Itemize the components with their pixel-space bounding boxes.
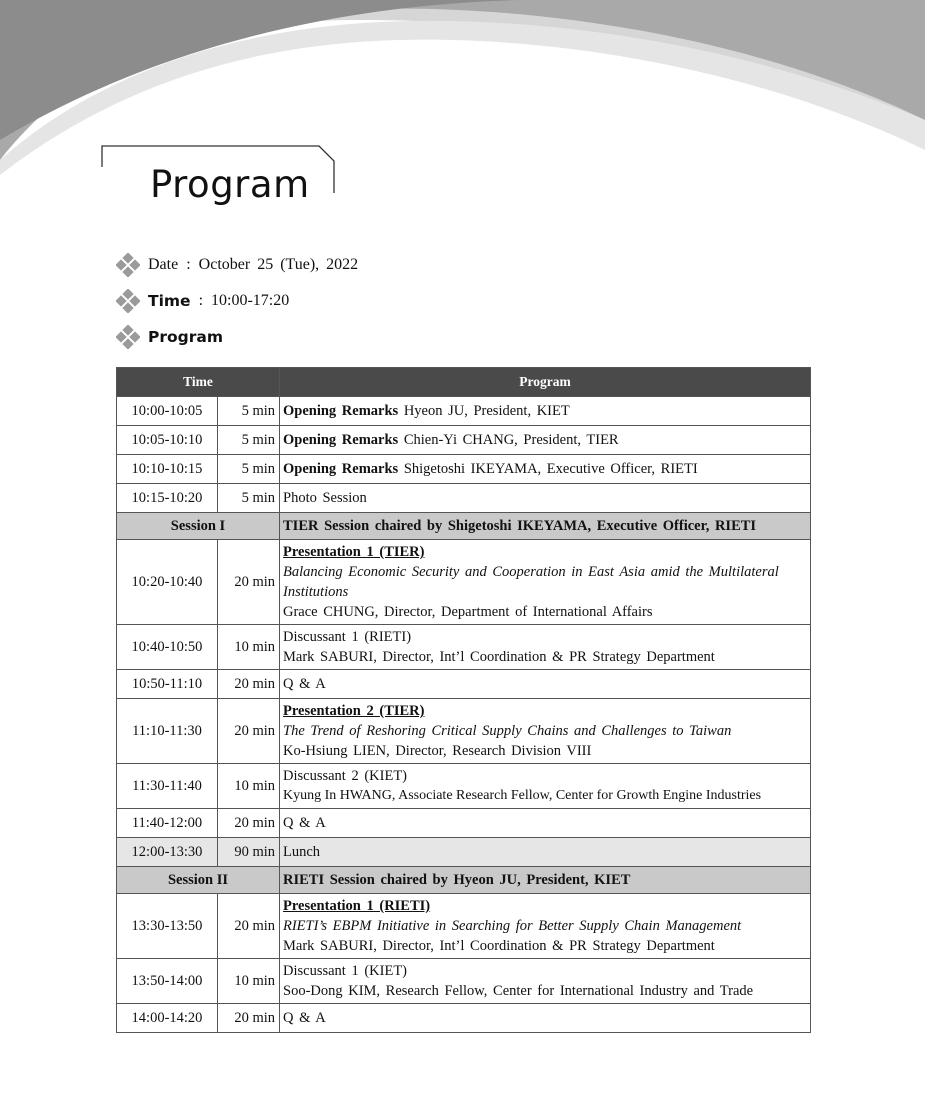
speaker-text: Hyeon JU, President, KIET	[398, 403, 570, 419]
date-label: Date	[148, 256, 179, 273]
cell-duration: 20 min	[218, 699, 280, 764]
cell-time: 10:20-10:40	[117, 540, 218, 625]
session-title: RIETI Session chaired by Hyeon JU, President, KIET	[280, 867, 811, 894]
table-row	[117, 894, 811, 959]
cell-duration: 90 min	[218, 838, 280, 867]
cell-program: Q & A	[280, 809, 811, 838]
cell-program	[280, 764, 811, 809]
discussant-name: Kyung In HWANG, Associate Research Fellow, Center for Growth Engine Industries	[283, 788, 762, 803]
opening-remarks-label: Opening Remarks	[283, 432, 399, 448]
presentation-title: RIETI’s EBPM Initiative in Searching for Better Supply Chain Management	[283, 918, 742, 934]
cell-duration: 20 min	[218, 894, 280, 959]
cell-program	[280, 625, 811, 670]
info-date	[116, 253, 358, 277]
discussant-label: Discussant 2 (KIET)	[283, 768, 408, 784]
cell-duration: 20 min	[218, 670, 280, 699]
page-title: Program	[150, 163, 310, 206]
table-row	[117, 959, 811, 1004]
cell-time: 13:50-14:00	[117, 959, 218, 1004]
table-row	[117, 764, 811, 809]
lunch-row	[117, 838, 811, 867]
cell-time: 10:10-10:15	[117, 455, 218, 484]
table-row	[117, 1004, 811, 1033]
cell-program: Lunch	[280, 838, 811, 867]
cell-time: 11:30-11:40	[117, 764, 218, 809]
discussant-name: Soo-Dong KIM, Research Fellow, Center for International Industry and Trade	[283, 983, 754, 999]
date-separator: :	[186, 256, 191, 273]
table-row	[117, 484, 811, 513]
presenter: Mark SABURI, Director, Int’l Coordination & PR Strategy Department	[283, 938, 715, 954]
session-title: TIER Session chaired by Shigetoshi IKEYAMA, Executive Officer, RIETI	[280, 513, 811, 540]
cell-duration: 20 min	[218, 540, 280, 625]
table-row	[117, 670, 811, 699]
cell-time: 10:50-11:10	[117, 670, 218, 699]
session-row	[117, 867, 811, 894]
header-program: Program	[280, 368, 811, 397]
table-row	[117, 625, 811, 670]
cell-time: 12:00-13:30	[117, 838, 218, 867]
cell-time: 10:00-10:05	[117, 397, 218, 426]
speaker-text: Chien-Yi CHANG, President, TIER	[398, 432, 619, 448]
cell-duration: 5 min	[218, 397, 280, 426]
table-row	[117, 699, 811, 764]
speaker-text: Shigetoshi IKEYAMA, Executive Officer, RIETI	[398, 461, 698, 477]
cell-program	[280, 699, 811, 764]
cell-time: 10:15-10:20	[117, 484, 218, 513]
cell-duration: 20 min	[218, 809, 280, 838]
info-program	[116, 325, 223, 349]
cell-program: Q & A	[280, 670, 811, 699]
info-time	[116, 289, 289, 313]
cell-program	[280, 540, 811, 625]
cell-time: 14:00-14:20	[117, 1004, 218, 1033]
cell-duration: 10 min	[218, 959, 280, 1004]
time-label: Time	[148, 292, 191, 310]
table-row	[117, 455, 811, 484]
cell-program: Q & A	[280, 1004, 811, 1033]
session-label: Session I	[117, 513, 280, 540]
table-row	[117, 397, 811, 426]
discussant-label: Discussant 1 (KIET)	[283, 963, 408, 979]
diamond-bullet-icon	[116, 289, 140, 313]
cell-duration: 5 min	[218, 484, 280, 513]
cell-time: 11:10-11:30	[117, 699, 218, 764]
cell-duration: 20 min	[218, 1004, 280, 1033]
cell-time: 13:30-13:50	[117, 894, 218, 959]
cell-program	[280, 426, 811, 455]
cell-duration: 5 min	[218, 455, 280, 484]
discussant-label: Discussant 1 (RIETI)	[283, 629, 412, 645]
presenter: Grace CHUNG, Director, Department of International Affairs	[283, 604, 653, 620]
session-label: Session II	[117, 867, 280, 894]
cell-duration: 5 min	[218, 426, 280, 455]
cell-program	[280, 397, 811, 426]
session-row	[117, 513, 811, 540]
table-row	[117, 426, 811, 455]
presentation-title: The Trend of Reshoring Critical Supply Chains and Challenges to Taiwan	[283, 723, 732, 739]
cell-program	[280, 455, 811, 484]
cell-program	[280, 959, 811, 1004]
cell-program	[280, 894, 811, 959]
diamond-bullet-icon	[116, 253, 140, 277]
program-label: Program	[148, 328, 224, 346]
header-time: Time	[117, 368, 280, 397]
program-table	[116, 367, 811, 1033]
presentation-label: Presentation 2 (TIER)	[283, 703, 425, 719]
cell-duration: 10 min	[218, 764, 280, 809]
table-header-row	[117, 368, 811, 397]
opening-remarks-label: Opening Remarks	[283, 403, 399, 419]
presentation-title: Balancing Economic Security and Cooperation in East Asia amid the Multilateral Institutions	[283, 564, 779, 600]
cell-program: Photo Session	[280, 484, 811, 513]
presentation-label: Presentation 1 (TIER)	[283, 544, 425, 560]
diamond-bullet-icon	[116, 325, 140, 349]
time-value: 10:00-17:20	[211, 292, 290, 309]
opening-remarks-label: Opening Remarks	[283, 461, 399, 477]
presenter: Ko-Hsiung LIEN, Director, Research Division VIII	[283, 743, 592, 759]
table-row	[117, 540, 811, 625]
date-value: October 25 (Tue), 2022	[198, 256, 359, 273]
table-row	[117, 809, 811, 838]
discussant-name: Mark SABURI, Director, Int’l Coordination & PR Strategy Department	[283, 649, 715, 665]
presentation-label: Presentation 1 (RIETI)	[283, 898, 431, 914]
time-separator: :	[198, 292, 204, 309]
cell-time: 10:40-10:50	[117, 625, 218, 670]
cell-duration: 10 min	[218, 625, 280, 670]
cell-time: 11:40-12:00	[117, 809, 218, 838]
cell-time: 10:05-10:10	[117, 426, 218, 455]
